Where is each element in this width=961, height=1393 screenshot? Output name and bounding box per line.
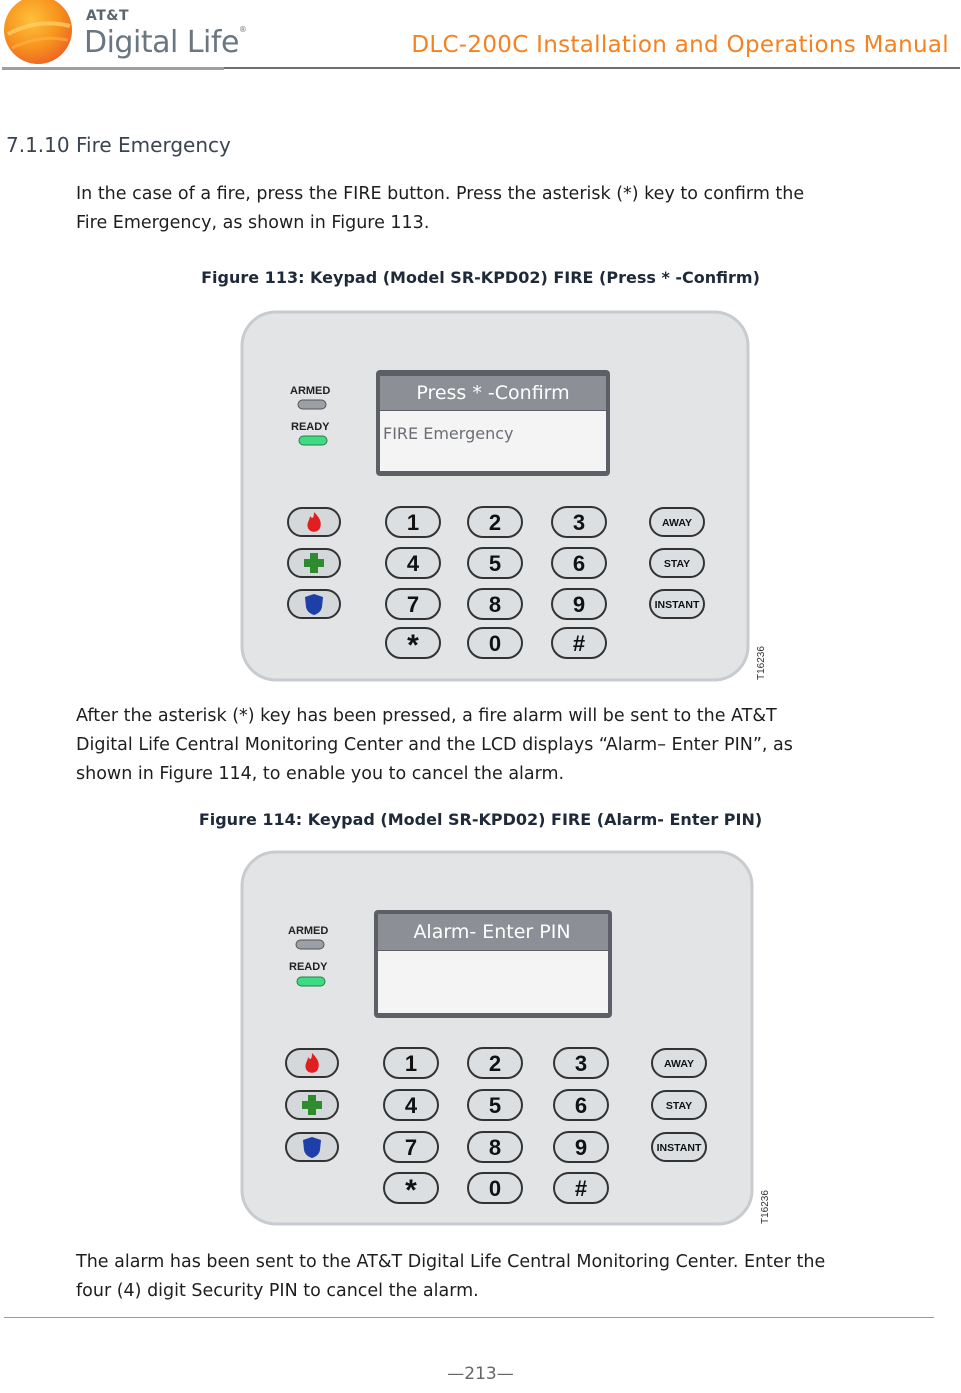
lcd-line-1: Alarm- Enter PIN (413, 921, 571, 943)
away-button[interactable] (652, 1049, 706, 1077)
svg-text:6: 6 (574, 1093, 588, 1118)
key-hash[interactable] (554, 1173, 608, 1203)
logo-product-text: Digital Life® (84, 25, 247, 60)
fire-button[interactable] (286, 1049, 338, 1077)
ready-label: READY (291, 421, 330, 433)
ready-led (297, 977, 325, 986)
key-1[interactable] (384, 1048, 438, 1078)
svg-text:8: 8 (488, 1135, 502, 1160)
key-5[interactable] (468, 548, 522, 578)
instant-button[interactable] (650, 590, 704, 618)
key-8[interactable] (468, 589, 522, 619)
svg-text:1: 1 (406, 510, 420, 535)
svg-text:3: 3 (574, 1051, 588, 1076)
ready-led (299, 436, 327, 445)
instant-button[interactable] (652, 1133, 706, 1161)
key-asterisk[interactable] (384, 1173, 438, 1207)
key-hash[interactable] (552, 628, 606, 658)
svg-text:5: 5 (488, 551, 502, 576)
key-1[interactable] (386, 507, 440, 537)
svg-text:INSTANT: INSTANT (654, 599, 700, 611)
key-4[interactable] (384, 1090, 438, 1120)
key-3[interactable] (552, 507, 606, 537)
key-9[interactable] (552, 589, 606, 619)
middle-paragraph-line-3: shown in Figure 114, to enable you to cancel the alarm. (76, 764, 565, 784)
stay-button[interactable] (652, 1091, 706, 1119)
svg-text:INSTANT: INSTANT (656, 1142, 702, 1154)
svg-text:5: 5 (488, 1093, 502, 1118)
svg-text:AWAY: AWAY (664, 1058, 694, 1070)
svg-text:9: 9 (574, 1135, 588, 1160)
svg-text:3: 3 (572, 510, 586, 535)
svg-text:#: # (574, 1176, 588, 1201)
figure-113-keypad (238, 308, 768, 686)
key-2[interactable] (468, 1048, 522, 1078)
figure-114-keypad (238, 848, 772, 1230)
key-4[interactable] (386, 548, 440, 578)
key-6[interactable] (552, 548, 606, 578)
footer-divider (4, 1317, 934, 1318)
logo-att-text: AT&T (86, 8, 130, 24)
key-3[interactable] (554, 1048, 608, 1078)
intro-paragraph-line-2: Fire Emergency, as shown in Figure 113. (76, 213, 430, 233)
armed-led (298, 400, 326, 409)
figure-tag: T16236 (760, 1190, 771, 1224)
svg-text:#: # (572, 631, 586, 656)
att-globe-logo (2, 0, 72, 64)
svg-text:STAY: STAY (665, 1100, 693, 1112)
stay-button[interactable] (650, 549, 704, 577)
key-7[interactable] (386, 589, 440, 619)
lcd-line-2: FIRE Emergency (383, 424, 514, 443)
ready-label: READY (289, 961, 328, 973)
svg-text:AWAY: AWAY (662, 517, 692, 529)
police-button[interactable] (286, 1133, 338, 1161)
svg-text:0: 0 (488, 631, 502, 656)
svg-text:9: 9 (572, 592, 586, 617)
svg-text:2: 2 (488, 510, 502, 535)
svg-text:7: 7 (406, 592, 420, 617)
svg-text:4: 4 (406, 551, 420, 576)
key-2[interactable] (468, 507, 522, 537)
svg-text:2: 2 (488, 1051, 502, 1076)
header-divider-accent (2, 67, 224, 70)
registered-mark: ® (238, 25, 247, 34)
svg-text:STAY: STAY (663, 558, 691, 570)
key-0[interactable] (468, 1173, 522, 1203)
middle-paragraph-line-2: Digital Life Central Monitoring Center and the LCD displays “Alarm– Enter PIN”, as (76, 735, 793, 755)
section-heading: 7.1.10 Fire Emergency (6, 133, 231, 157)
key-asterisk[interactable] (386, 628, 440, 662)
closing-paragraph-line-2: four (4) digit Security PIN to cancel the alarm. (76, 1281, 479, 1301)
svg-text:0: 0 (488, 1176, 502, 1201)
middle-paragraph-line-1: After the asterisk (*) key has been pressed, a fire alarm will be sent to the AT&T (76, 706, 777, 726)
medical-button[interactable] (286, 1091, 338, 1119)
key-6[interactable] (554, 1090, 608, 1120)
armed-label: ARMED (288, 925, 329, 937)
key-9[interactable] (554, 1132, 608, 1162)
figure-tag: T16236 (756, 646, 767, 680)
svg-text:*: * (407, 629, 419, 662)
fire-button[interactable] (288, 508, 340, 536)
intro-paragraph-line-1: In the case of a fire, press the FIRE button. Press the asterisk (*) key to confirm the (76, 184, 805, 204)
svg-text:4: 4 (404, 1093, 418, 1118)
police-button[interactable] (288, 590, 340, 618)
key-0[interactable] (468, 628, 522, 658)
medical-button[interactable] (288, 549, 340, 577)
svg-text:*: * (405, 1174, 417, 1207)
closing-paragraph-line-1: The alarm has been sent to the AT&T Digital Life Central Monitoring Center. Enter the (76, 1252, 826, 1272)
svg-text:7: 7 (404, 1135, 418, 1160)
key-8[interactable] (468, 1132, 522, 1162)
svg-text:1: 1 (404, 1051, 418, 1076)
figure-114-caption: Figure 114: Keypad (Model SR-KPD02) FIRE (Alarm- Enter PIN) (198, 810, 763, 829)
page-number: —213— (447, 1364, 514, 1384)
key-7[interactable] (384, 1132, 438, 1162)
armed-label: ARMED (290, 385, 331, 397)
svg-text:6: 6 (572, 551, 586, 576)
armed-led (296, 940, 324, 949)
lcd-line-1: Press * -Confirm (416, 382, 570, 404)
svg-text:8: 8 (488, 592, 502, 617)
figure-113-caption: Figure 113: Keypad (Model SR-KPD02) FIRE (Press * -Confirm) (201, 268, 760, 287)
key-5[interactable] (468, 1090, 522, 1120)
manual-title: DLC-200C Installation and Operations Manual (411, 32, 949, 58)
away-button[interactable] (650, 508, 704, 536)
